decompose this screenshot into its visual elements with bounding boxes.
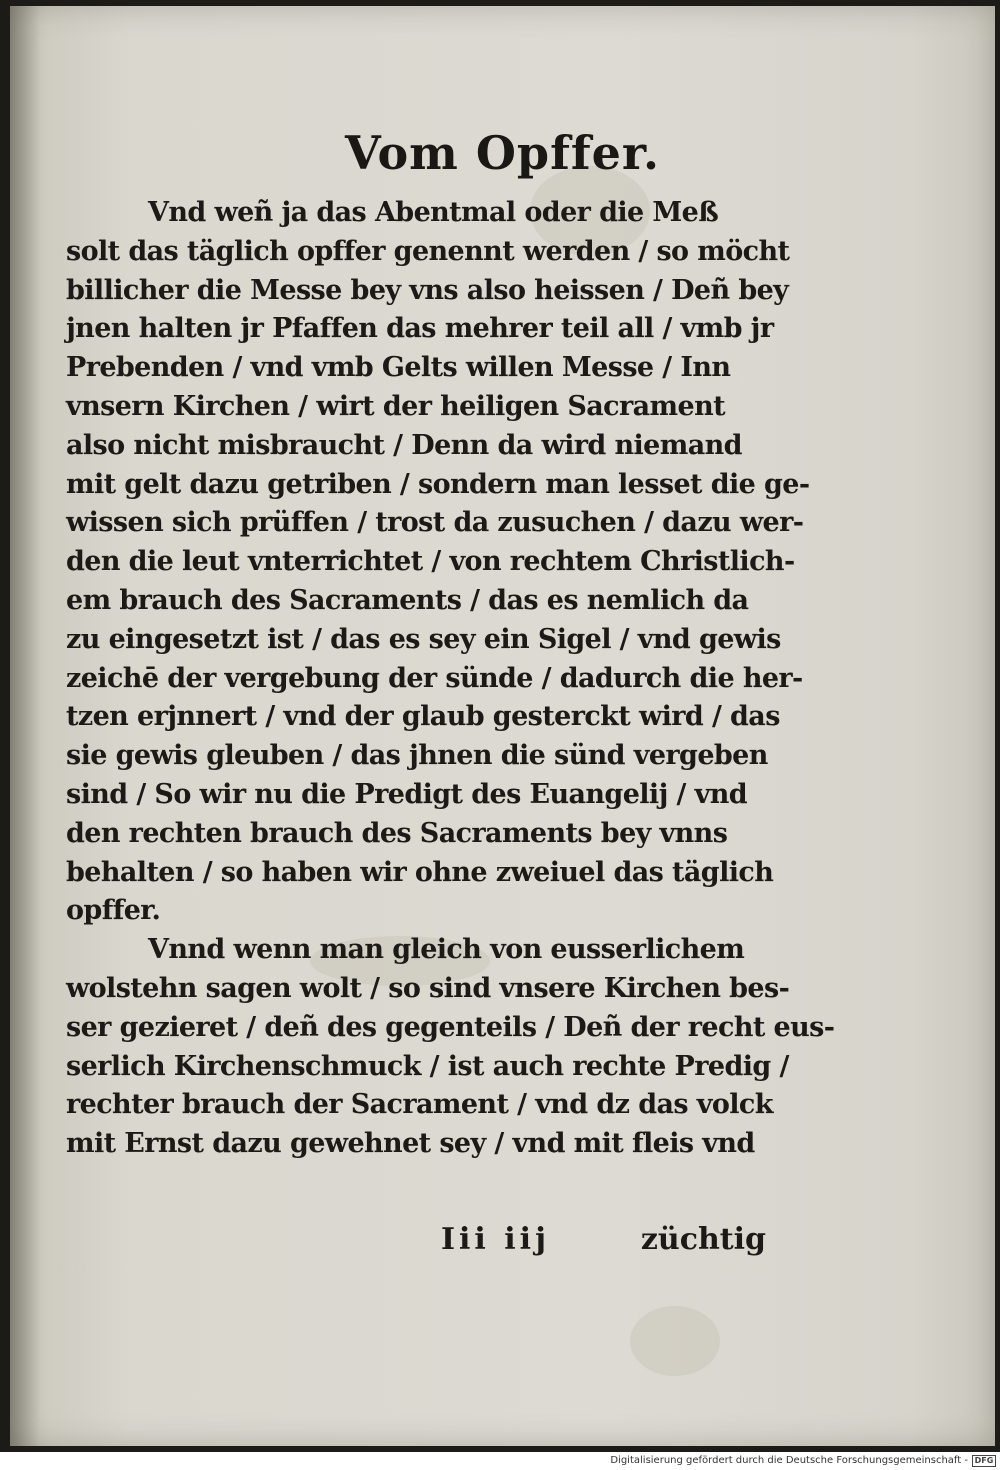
text-line: den die leut vnterrichtet / von rechtem Christlich-	[66, 546, 795, 578]
text-line: tzen erjnnert / vnd der glaub gesterckt wird / das	[66, 701, 780, 733]
text-line: mit gelt dazu getriben / sondern man lesset die ge-	[66, 468, 810, 500]
text-line: jnen halten jr Pfaffen das mehrer teil all / vmb jr	[66, 313, 774, 345]
running-title: Vom Opffer.	[345, 126, 660, 180]
text-line: wolstehn sagen wolt / so sind vnsere Kirchen bes-	[66, 972, 790, 1004]
book-page	[10, 6, 995, 1446]
text-line: den rechten brauch des Sacraments bey vnns	[66, 817, 728, 849]
text-line: ser gezieret / deñ des gegenteils / Deñ der recht eus-	[66, 1011, 835, 1043]
text-line: Prebenden / vnd vmb Gelts willen Messe / Inn	[66, 352, 731, 384]
text-line: sie gewis gleuben / das jhnen die sünd vergeben	[66, 740, 768, 772]
text-line: behalten / so haben wir ohne zweiuel das täglich	[66, 856, 774, 888]
text-line: Vnd weñ ja das Abentmal oder die Meß	[148, 197, 719, 228]
text-line: also nicht misbraucht / Denn da wird niemand	[66, 429, 742, 461]
catchword: züchtig	[640, 1222, 766, 1257]
funding-credit: Digitalisierung gefördert durch die Deutsche Forschungsgemeinschaft -	[610, 1455, 968, 1466]
text-line: billicher die Messe bey vns also heissen / Deñ bey	[66, 274, 789, 306]
text-line: rechter brauch der Sacrament / vnd dz das volck	[66, 1089, 773, 1121]
dfg-logo-icon: DFG	[972, 1455, 996, 1467]
text-line: mit Ernst dazu gewehnet sey / vnd mit fleis vnd	[66, 1128, 755, 1160]
credit-bar	[0, 1452, 1000, 1470]
text-line: em brauch des Sacraments / das es nemlich da	[66, 584, 749, 616]
text-line: vnsern Kirchen / wirt der heiligen Sacrament	[66, 390, 725, 422]
text-line: zeichē der vergebung der sünde / dadurch die her-	[66, 662, 803, 694]
text-line: opffer.	[66, 895, 161, 927]
text-line: zu eingesetzt ist / das es sey ein Sigel / vnd gewis	[66, 623, 781, 655]
text-line: Vnnd wenn man gleich von eusserlichem	[148, 934, 745, 966]
text-line: serlich Kirchenschmuck / ist auch rechte Predig /	[66, 1050, 789, 1082]
paper-stain	[630, 1306, 720, 1376]
body-text	[66, 194, 835, 1164]
page-spine-shadow	[10, 6, 40, 1446]
signature-mark: Iii iij	[441, 1222, 550, 1257]
text-line: sind / So wir nu die Predigt des Euangelij / vnd	[66, 778, 748, 810]
text-line: wissen sich prüffen / trost da zusuchen / dazu wer-	[66, 507, 804, 539]
text-line: solt das täglich opffer genennt werden / so möcht	[66, 235, 790, 267]
page-foot	[66, 1222, 766, 1262]
